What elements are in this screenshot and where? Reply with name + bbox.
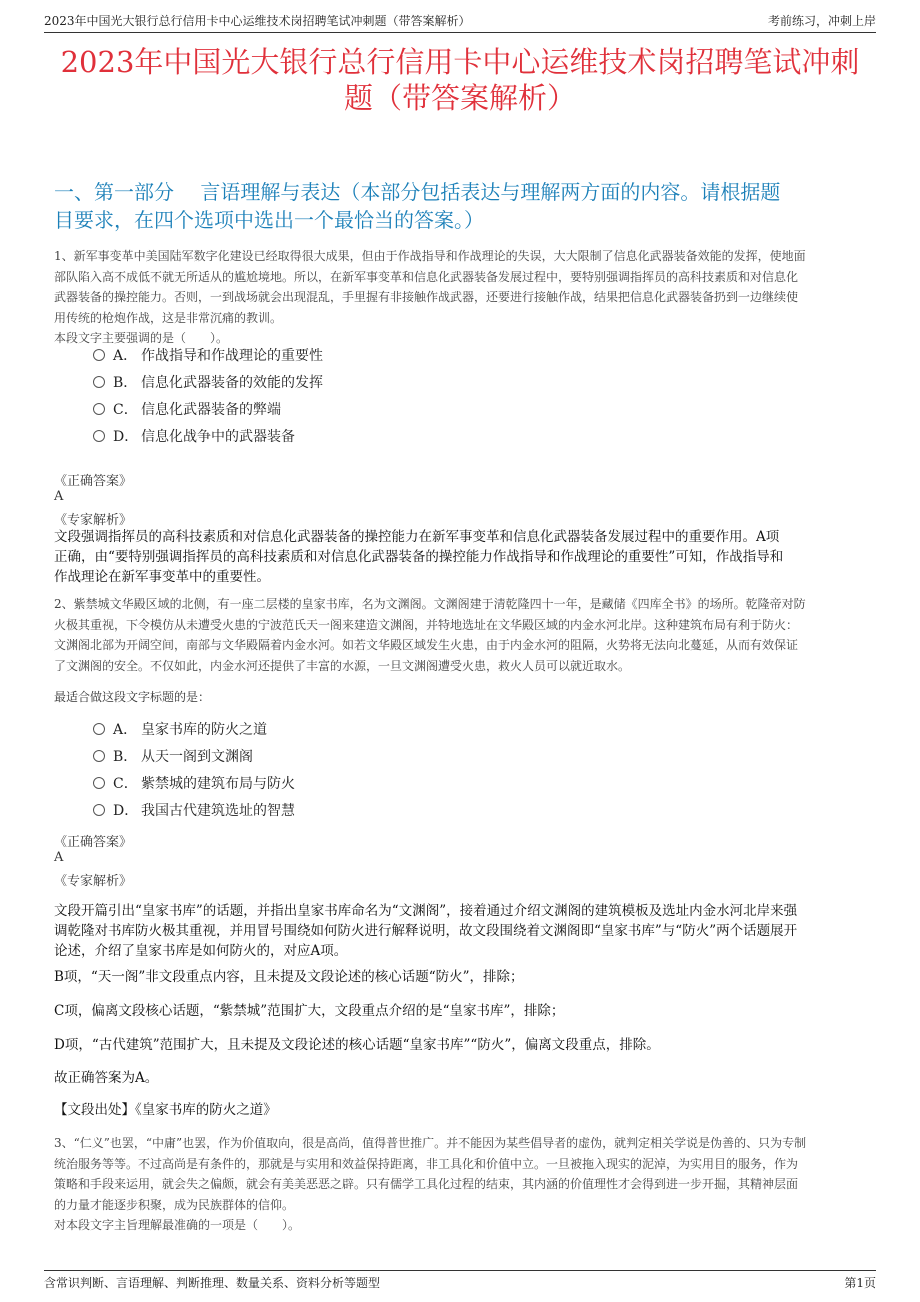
q2-line-4: 了文渊阁的安全。不仅如此，内金水河还提供了丰富的水源，一旦文渊阁遭受火患，救火人员可以就近取水。 bbox=[54, 658, 631, 673]
q1-option-a[interactable]: A． 作战指导和作战理论的重要性 bbox=[93, 345, 323, 367]
radio-icon[interactable] bbox=[93, 403, 105, 415]
q3-question: 对本段文字主旨理解最准确的一项是（ ）。 bbox=[54, 1218, 301, 1232]
q1-option-b[interactable]: B． 信息化武器装备的效能的发挥 bbox=[93, 372, 323, 394]
title-line-2: 题（带答案解析） bbox=[343, 81, 576, 115]
q1-answer-label: 《正确答案》 bbox=[54, 474, 133, 489]
q2-option-a[interactable]: A． 皇家书库的防火之道 bbox=[93, 719, 267, 741]
q2-answer-label: 《正确答案》 bbox=[54, 835, 133, 850]
section-line-2: 目要求，在四个选项中选出一个最恰当的答案。） bbox=[54, 208, 484, 232]
q3-passage bbox=[54, 1133, 872, 1236]
q2-analysis-label: 《专家解析》 bbox=[54, 874, 133, 889]
document-title bbox=[40, 44, 880, 116]
q1-line-1: 1、新军事变革中美国陆军数字化建设已经取得很大成果，但由于作战指导和作战理论的失误，大大限制了信息化武器装备效能的发挥，使地面 bbox=[54, 249, 806, 263]
radio-icon[interactable] bbox=[93, 430, 105, 442]
q2-source: 【文段出处】《皇家书库的防火之道》 bbox=[54, 1102, 277, 1118]
q2-conclusion: 故正确答案为A。 bbox=[54, 1070, 159, 1086]
q1-question: 本段文字主要强调的是（ ）。 bbox=[54, 331, 229, 345]
q3-line-3: 策略和手段来运用，就会失之偏颇，就会有美美恶恶之辟。只有儒学工具化过程的结束，其内涵的价值理性才会得到进一步开掘，其精神层面 bbox=[54, 1177, 799, 1191]
q2-line-1: 2、紫禁城文华殿区域的北侧，有一座二层楼的皇家书库，名为文渊阁。文渊阁建于清乾隆四十一年，是藏储《四库全书》的场所。乾隆帝对防 bbox=[54, 597, 806, 611]
q2-passage bbox=[54, 594, 872, 676]
q2-line-2: 火极其重视，下令模仿从未遭受火患的宁波范氏天一阁来建造文渊阁，并特地选址在文华殿区域的内金水河北岸。这种建筑布局有利于防火： bbox=[54, 617, 799, 632]
q2-question: 最适合做这段文字标题的是： bbox=[54, 690, 211, 704]
page-footer bbox=[44, 1270, 876, 1295]
q1-answer: A bbox=[54, 489, 64, 504]
q2-option-c-analysis: C项，偏离文段核心话题，“紫禁城”范围扩大，文段重点介绍的是“皇家书库”，排除； bbox=[54, 1003, 565, 1019]
header-title: 2023年中国光大银行总行信用卡中心运维技术岗招聘笔试冲刺题（带答案解析） bbox=[44, 14, 471, 28]
q2-option-c[interactable]: C． 紫禁城的建筑布局与防火 bbox=[93, 773, 295, 795]
page-header bbox=[44, 10, 876, 33]
radio-icon[interactable] bbox=[93, 777, 105, 789]
q2-option-d-analysis: D项，“古代建筑”范围扩大，且未提及文段论述的核心话题“皇家书库”“防火”，偏离文段重点，排除。 bbox=[54, 1037, 660, 1053]
header-slogan: 考前练习，冲刺上岸 bbox=[767, 14, 876, 28]
q1-analysis-label: 《专家解析》 bbox=[54, 513, 133, 528]
q2-line-3: 文渊阁北部为开阔空间，南部与文华殿隔着内金水河。如若文华殿区域发生火患，由于内金水河的阻隔，火势将无法向北蔓延，从而有效保证 bbox=[54, 638, 799, 652]
q2-answer: A bbox=[54, 850, 64, 865]
q1-passage bbox=[54, 246, 872, 349]
radio-icon[interactable] bbox=[93, 804, 105, 816]
q1-option-c[interactable]: C． 信息化武器装备的弊端 bbox=[93, 399, 281, 421]
radio-icon[interactable] bbox=[93, 376, 105, 388]
q3-line-1: 3、“仁义”也罢，“中庸”也罢，作为价值取向，很是高尚，值得普世推广。并不能因为某些倡导者的虚伪，就判定相关学说是伪善的、只为专制 bbox=[54, 1136, 807, 1150]
q1-option-d[interactable]: D． 信息化战争中的武器装备 bbox=[93, 426, 295, 448]
q1-line-4: 用传统的枪炮作战，这是非常沉痛的教训。 bbox=[54, 310, 283, 325]
page-number: 第1页 bbox=[844, 1276, 876, 1290]
q2-option-d[interactable]: D． 我国古代建筑选址的智慧 bbox=[93, 800, 295, 822]
q3-line-4: 的力量才能逐步积聚，成为民族群体的信仰。 bbox=[54, 1197, 295, 1212]
section-heading bbox=[54, 178, 870, 234]
q3-line-2: 统治服务等等。不过高尚是有条件的，那就是与实用和效益保持距离，非工具化和价值中立。一旦被拖入现实的泥淖，为实用目的服务，作为 bbox=[54, 1156, 799, 1171]
q2-analysis: 文段开篇引出“皇家书库”的话题，并指出皇家书库命名为“文渊阁”，接着通过介绍文渊阁的建筑模板及选址内金水河北岸来强 调乾隆对书库防火极其重视，并用冒号围绕如何防火进行解释说明，故文段围绕着文渊阁即“皇家书库”与“防火”两个话题展开 论述，介绍了皇家书库是如何防火的，对应A项。 bbox=[54, 903, 798, 959]
q2-option-b[interactable]: B． 从天一阁到文渊阁 bbox=[93, 746, 253, 768]
radio-icon[interactable] bbox=[93, 349, 105, 361]
q1-line-3: 武器装备的操控能力。否则，一到战场就会出现混乱，手里握有非接触作战武器，还要进行接触作战，结果把信息化武器装备扔到一边继续使 bbox=[54, 290, 799, 304]
section-line-1: 一、第一部分 言语理解与表达（本部分包括表达与理解两方面的内容。请根据题 bbox=[54, 180, 781, 204]
radio-icon[interactable] bbox=[93, 723, 105, 735]
title-line-1: 2023年中国光大银行总行信用卡中心运维技术岗招聘笔试冲刺 bbox=[60, 45, 860, 79]
q2-option-b-analysis: B项，“天一阁”非文段重点内容，且未提及文段论述的核心话题“防火”，排除； bbox=[54, 969, 524, 985]
radio-icon[interactable] bbox=[93, 750, 105, 762]
q1-analysis: 文段强调指挥员的高科技素质和对信息化武器装备的操控能力在新军事变革和信息化武器装备发展过程中的重要作用。A项 正确，由“要特别强调指挥员的高科技素质和对信息化武器装备的操控能力作战指导和作战理论的重要性”可知，作战指导和 作战理论在新军事变革中的重要性。 bbox=[54, 529, 784, 585]
q1-line-2: 部队陷入高不成低不就无所适从的尴尬境地。所以，在新军事变革和信息化武器装备发展过程中，要特别强调指挥员的高科技素质和对信息化 bbox=[54, 269, 799, 284]
footer-topics: 含常识判断、言语理解、判断推理、数量关系、资料分析等题型 bbox=[44, 1276, 381, 1290]
